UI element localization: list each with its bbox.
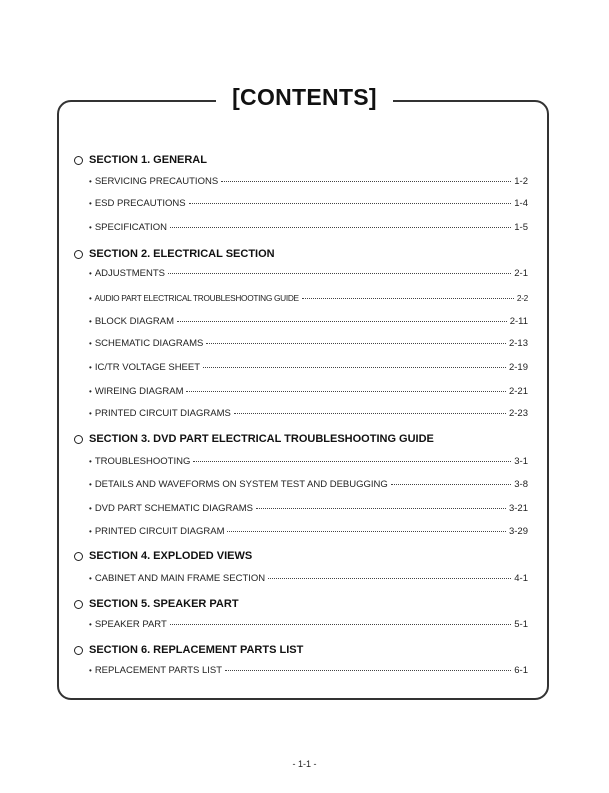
toc-entry[interactable]: • DETAILS AND WAVEFORMS ON SYSTEM TEST AND DEBUGGING 3-8 bbox=[89, 479, 528, 490]
toc-entry[interactable]: • SPECIFICATION 1-5 bbox=[89, 222, 528, 233]
bullet-icon: • bbox=[89, 409, 92, 418]
bullet-icon: • bbox=[89, 666, 92, 675]
contents-title-wrap bbox=[0, 84, 609, 111]
bullet-icon: • bbox=[89, 457, 92, 466]
dot-leader bbox=[225, 670, 511, 671]
dot-leader bbox=[186, 391, 506, 392]
toc-entry[interactable]: • CABINET AND MAIN FRAME SECTION 4-1 bbox=[89, 573, 528, 584]
bullet-icon: • bbox=[89, 269, 92, 278]
circle-bullet-icon bbox=[74, 600, 83, 609]
dot-leader bbox=[227, 531, 506, 532]
bullet-icon: • bbox=[89, 223, 92, 232]
bullet-icon: • bbox=[89, 317, 92, 326]
dot-leader bbox=[189, 203, 512, 204]
bullet-icon: • bbox=[89, 177, 92, 186]
toc-entry[interactable]: • SCHEMATIC DIAGRAMS 2-13 bbox=[89, 338, 528, 349]
circle-bullet-icon bbox=[74, 646, 83, 655]
section-heading[interactable]: SECTION 1. GENERAL bbox=[74, 154, 207, 166]
section-heading[interactable]: SECTION 6. REPLACEMENT PARTS LIST bbox=[74, 644, 303, 656]
toc-entry[interactable]: • SPEAKER PART 5-1 bbox=[89, 619, 528, 630]
toc-entry[interactable]: • SERVICING PRECAUTIONS 1-2 bbox=[89, 176, 528, 187]
toc-entry[interactable]: • WIREING DIAGRAM 2-21 bbox=[89, 386, 528, 397]
dot-leader bbox=[391, 484, 511, 485]
circle-bullet-icon bbox=[74, 435, 83, 444]
bullet-icon: • bbox=[89, 480, 92, 489]
toc-entry[interactable]: • PRINTED CIRCUIT DIAGRAMS 2-23 bbox=[89, 408, 528, 419]
dot-leader bbox=[256, 508, 506, 509]
contents-title: [CONTENTS] bbox=[216, 84, 393, 111]
bullet-icon: • bbox=[89, 339, 92, 348]
bullet-icon: • bbox=[89, 294, 92, 303]
dot-leader bbox=[302, 298, 514, 299]
toc-entry[interactable]: • ADJUSTMENTS 2-1 bbox=[89, 268, 528, 279]
dot-leader bbox=[206, 343, 506, 344]
toc-entry[interactable]: • AUDIO PART ELECTRICAL TROUBLESHOOTING GUIDE 2-2 bbox=[89, 293, 528, 303]
bullet-icon: • bbox=[89, 504, 92, 513]
dot-leader bbox=[221, 181, 511, 182]
dot-leader bbox=[168, 273, 511, 274]
bullet-icon: • bbox=[89, 199, 92, 208]
dot-leader bbox=[234, 413, 506, 414]
circle-bullet-icon bbox=[74, 552, 83, 561]
section-heading[interactable]: SECTION 2. ELECTRICAL SECTION bbox=[74, 248, 275, 260]
toc-entry[interactable]: • REPLACEMENT PARTS LIST 6-1 bbox=[89, 665, 528, 676]
toc-entry[interactable]: • TROUBLESHOOTING 3-1 bbox=[89, 456, 528, 467]
toc-entry[interactable]: • IC/TR VOLTAGE SHEET 2-19 bbox=[89, 362, 528, 373]
dot-leader bbox=[170, 624, 511, 625]
dot-leader bbox=[268, 578, 511, 579]
section-heading[interactable]: SECTION 3. DVD PART ELECTRICAL TROUBLESHOOTING GUIDE bbox=[74, 433, 434, 445]
toc-entry[interactable]: • BLOCK DIAGRAM 2-11 bbox=[89, 316, 528, 327]
page-number: - 1-1 - bbox=[292, 759, 317, 769]
bullet-icon: • bbox=[89, 527, 92, 536]
contents-frame bbox=[57, 100, 549, 700]
dot-leader bbox=[203, 367, 506, 368]
toc-entry[interactable]: • ESD PRECAUTIONS 1-4 bbox=[89, 198, 528, 209]
section-heading[interactable]: SECTION 5. SPEAKER PART bbox=[74, 598, 239, 610]
dot-leader bbox=[177, 321, 507, 322]
bullet-icon: • bbox=[89, 620, 92, 629]
bullet-icon: • bbox=[89, 574, 92, 583]
bullet-icon: • bbox=[89, 387, 92, 396]
circle-bullet-icon bbox=[74, 250, 83, 259]
dot-leader bbox=[193, 461, 511, 462]
toc-entry[interactable]: • DVD PART SCHEMATIC DIAGRAMS 3-21 bbox=[89, 503, 528, 514]
dot-leader bbox=[170, 227, 511, 228]
toc-entry[interactable]: • PRINTED CIRCUIT DIAGRAM 3-29 bbox=[89, 526, 528, 537]
circle-bullet-icon bbox=[74, 156, 83, 165]
section-heading[interactable]: SECTION 4. EXPLODED VIEWS bbox=[74, 550, 252, 562]
bullet-icon: • bbox=[89, 363, 92, 372]
